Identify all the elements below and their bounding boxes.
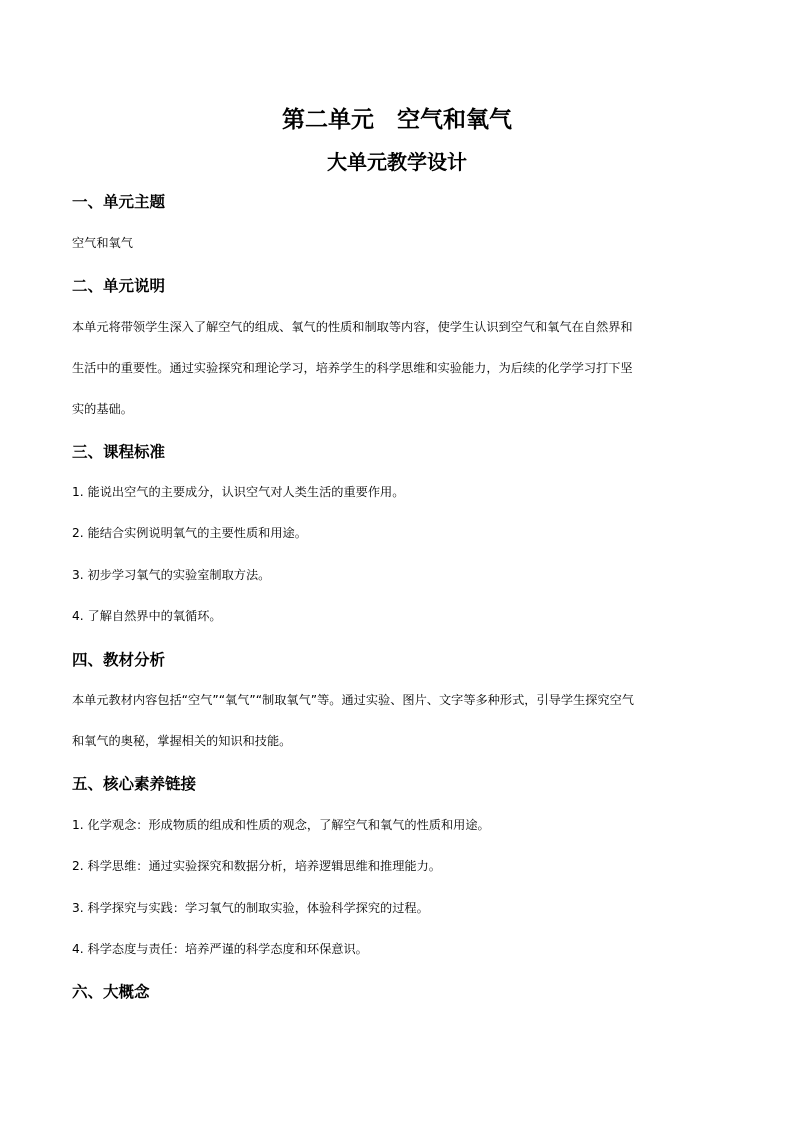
section-heading-big-concepts: 六、大概念 — [72, 983, 150, 1001]
numbered-item: 1. 能说出空气的主要成分，认识空气对人类生活的重要作用。 — [72, 485, 405, 499]
section-text-line: 空气和氧气 — [72, 236, 133, 250]
section-heading-unit-theme: 一、单元主题 — [72, 193, 166, 211]
section-heading-unit-description: 二、单元说明 — [72, 277, 166, 295]
section-heading-core-literacy: 五、核心素养链接 — [72, 775, 197, 793]
section-text-line: 本单元教材内容包括“空气”“氧气”“制取氧气”等。通过实验、图片、文字等多种形式，引导学生探究空气 — [72, 693, 634, 707]
section-text-line: 和氧气的奥秘，掌握相关的知识和技能。 — [72, 734, 292, 748]
section-text-line: 生活中的重要性。通过实验探究和理论学习，培养学生的科学思维和实验能力，为后续的化学学习打下坚 — [72, 361, 633, 375]
document-subtitle: 大单元教学设计 — [327, 150, 467, 174]
numbered-item: 3. 科学探究与实践：学习氧气的制取实验，体验科学探究的过程。 — [72, 901, 429, 915]
section-text-line: 本单元将带领学生深入了解空气的组成、氧气的性质和制取等内容，使学生认识到空气和氧气在自然界和 — [72, 320, 633, 334]
numbered-item: 3. 初步学习氧气的实验室制取方法。 — [72, 568, 271, 582]
section-heading-textbook-analysis: 四、教材分析 — [72, 651, 166, 669]
numbered-item: 2. 能结合实例说明氧气的主要性质和用途。 — [72, 526, 307, 540]
numbered-item: 2. 科学思维：通过实验探究和数据分析，培养逻辑思维和推理能力。 — [72, 859, 441, 873]
section-text-line: 实的基础。 — [72, 402, 133, 416]
numbered-item: 4. 科学态度与责任：培养严谨的科学态度和环保意识。 — [72, 942, 368, 956]
numbered-item: 1. 化学观念：形成物质的组成和性质的观念，了解空气和氧气的性质和用途。 — [72, 818, 490, 832]
numbered-item: 4. 了解自然界中的氧循环。 — [72, 609, 222, 623]
document-title: 第二单元 空气和氧气 — [282, 107, 512, 133]
section-heading-curriculum-standards: 三、课程标准 — [72, 443, 166, 461]
